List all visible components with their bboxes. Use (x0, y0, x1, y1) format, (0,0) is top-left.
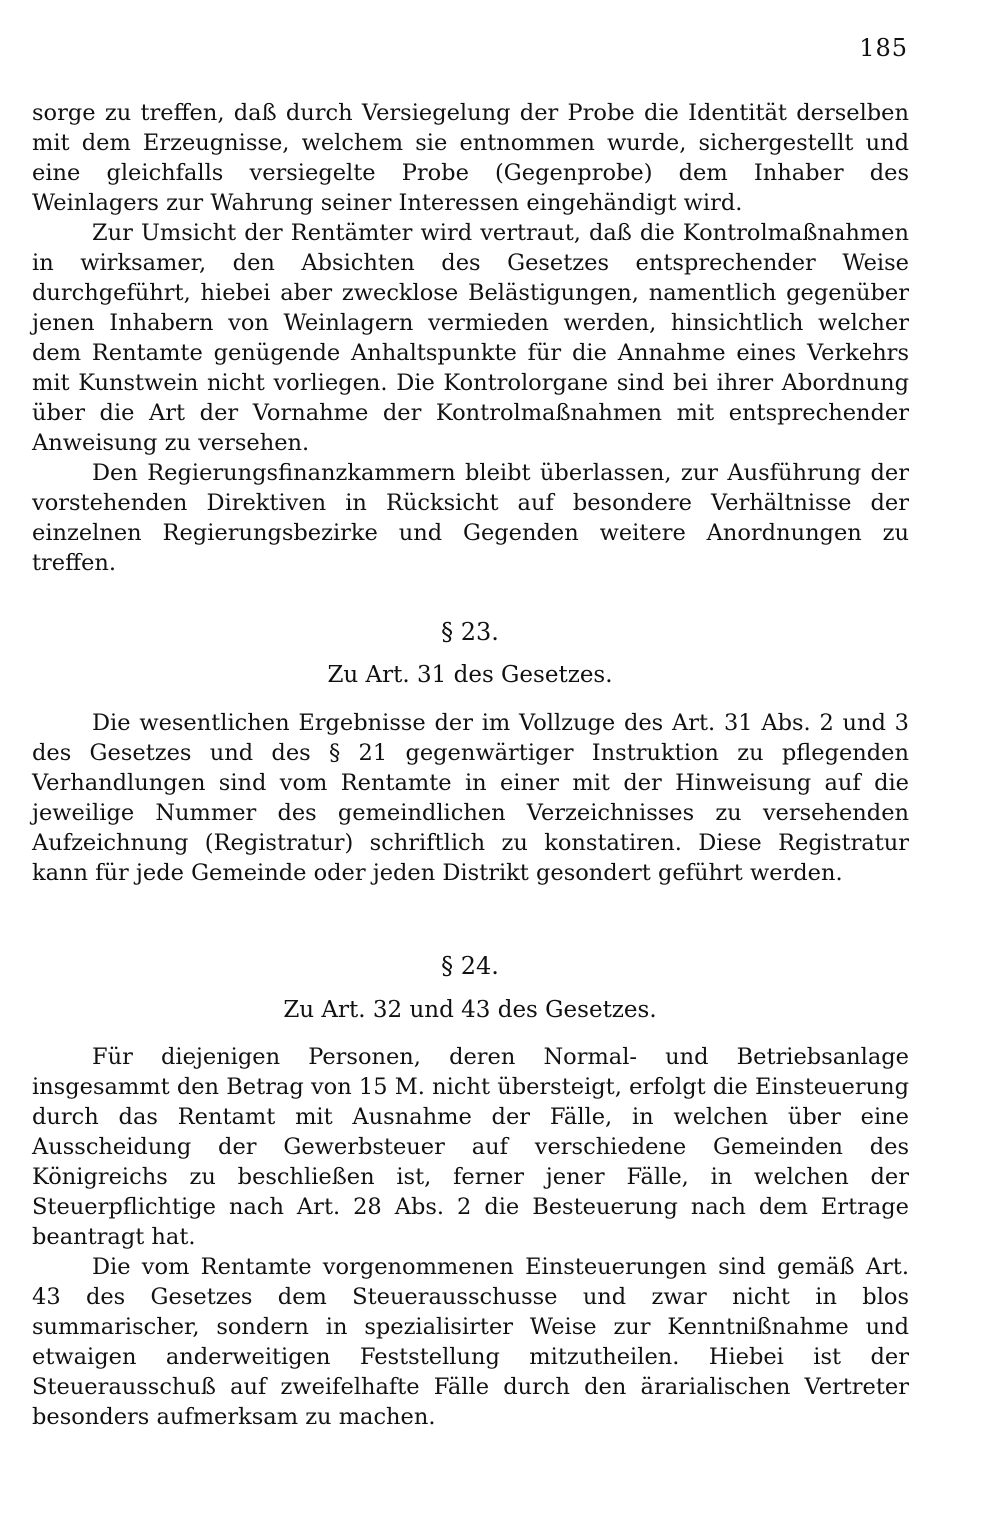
section-24-subheading: Zu Art. 32 und 43 des Gesetzes. (283, 997, 657, 1023)
section-24-text-block (32, 1042, 909, 1432)
section-24-paragraph-2: Die vom Rentamte vorgenommenen Einsteuerungen sind gemäß Art. 43 des Gesetzes dem Steuerausschusse und zwar nicht in blos summarischer, sondern in spezialisirter Weise zur Kenntnißnahme und etwaigen anderweitigen Feststellung mitzutheilen. Hiebei ist der Steuerausschuß auf zweifelhafte Fälle durch den ärarialischen Vertreter besonders aufmerksam zu machen. (32, 1254, 909, 1430)
section-23-subheading: Zu Art. 31 des Gesetzes. (327, 662, 613, 688)
section-24-heading: § 24. (441, 952, 499, 980)
section-24-paragraph-1: Für diejenigen Personen, deren Normal- und Betriebsanlage insgesammt den Betrag von 15 M. nicht übersteigt, erfolgt die Einsteuerung durch das Rentamt mit Ausnahme der Fälle, in welchen über eine Ausscheidung der Gewerbsteuer auf verschiedene Gemeinden des Königreichs zu beschließen ist, ferner jener Fälle, in welchen der Steuerpflichtige nach Art. 28 Abs. 2 die Besteuerung nach dem Ertrage beantragt hat. (32, 1044, 909, 1250)
section-23-paragraph: Die wesentlichen Ergebnisse der im Vollzuge des Art. 31 Abs. 2 und 3 des Gesetzes und des § 21 gegenwärtiger Instruktion zu pflegenden Verhandlungen sind vom Rentamte in einer mit der Hinweisung auf die jeweilige Nummer des gemeindlichen Verzeichnisses zu versehenden Aufzeichnung (Registratur) schriftlich zu konstatiren. Diese Registratur kann für jede Gemeinde oder jeden Distrikt gesondert geführt werden. (32, 710, 909, 886)
section-23-heading: § 23. (441, 618, 499, 646)
finance-chambers-paragraph: Den Regierungsfinanzkammern bleibt überlassen, zur Ausführung der vorstehenden Direktiven in Rücksicht auf besondere Verhältnisse der einzelnen Regierungsbezirke und Gegenden weitere Anordnungen zu treffen. (32, 460, 909, 576)
section-23-text-block (32, 708, 909, 888)
continuation-paragraph: sorge zu treffen, daß durch Versiegelung der Probe die Identität derselben mit dem Erzeugnisse, welchem sie entnommen wurde, sichergestellt und eine gleichfalls versiegelte Probe (Gegenprobe) dem Inhaber des Weinlagers zur Wahrung seiner Interessen eingehändigt wird. (32, 100, 909, 216)
control-measures-paragraph: Zur Umsicht der Rentämter wird vertraut, daß die Kontrolmaßnahmen in wirksamer, den Absichten des Gesetzes entsprechender Weise durchgeführt, hiebei aber zwecklose Belästigungen, namentlich gegenüber jenen Inhabern von Weinlagern vermieden werden, hinsichtlich welcher dem Rentamte genügende Anhaltspunkte für die Annahme eines Verkehrs mit Kunstwein nicht vorliegen. Die Kontrolorgane sind bei ihrer Abordnung über die Art der Vornahme der Kontrolmaßnahmen mit entsprechender Anweisung zu versehen. (32, 220, 909, 456)
opening-text-block (32, 98, 909, 578)
page-number: 185 (859, 34, 908, 62)
